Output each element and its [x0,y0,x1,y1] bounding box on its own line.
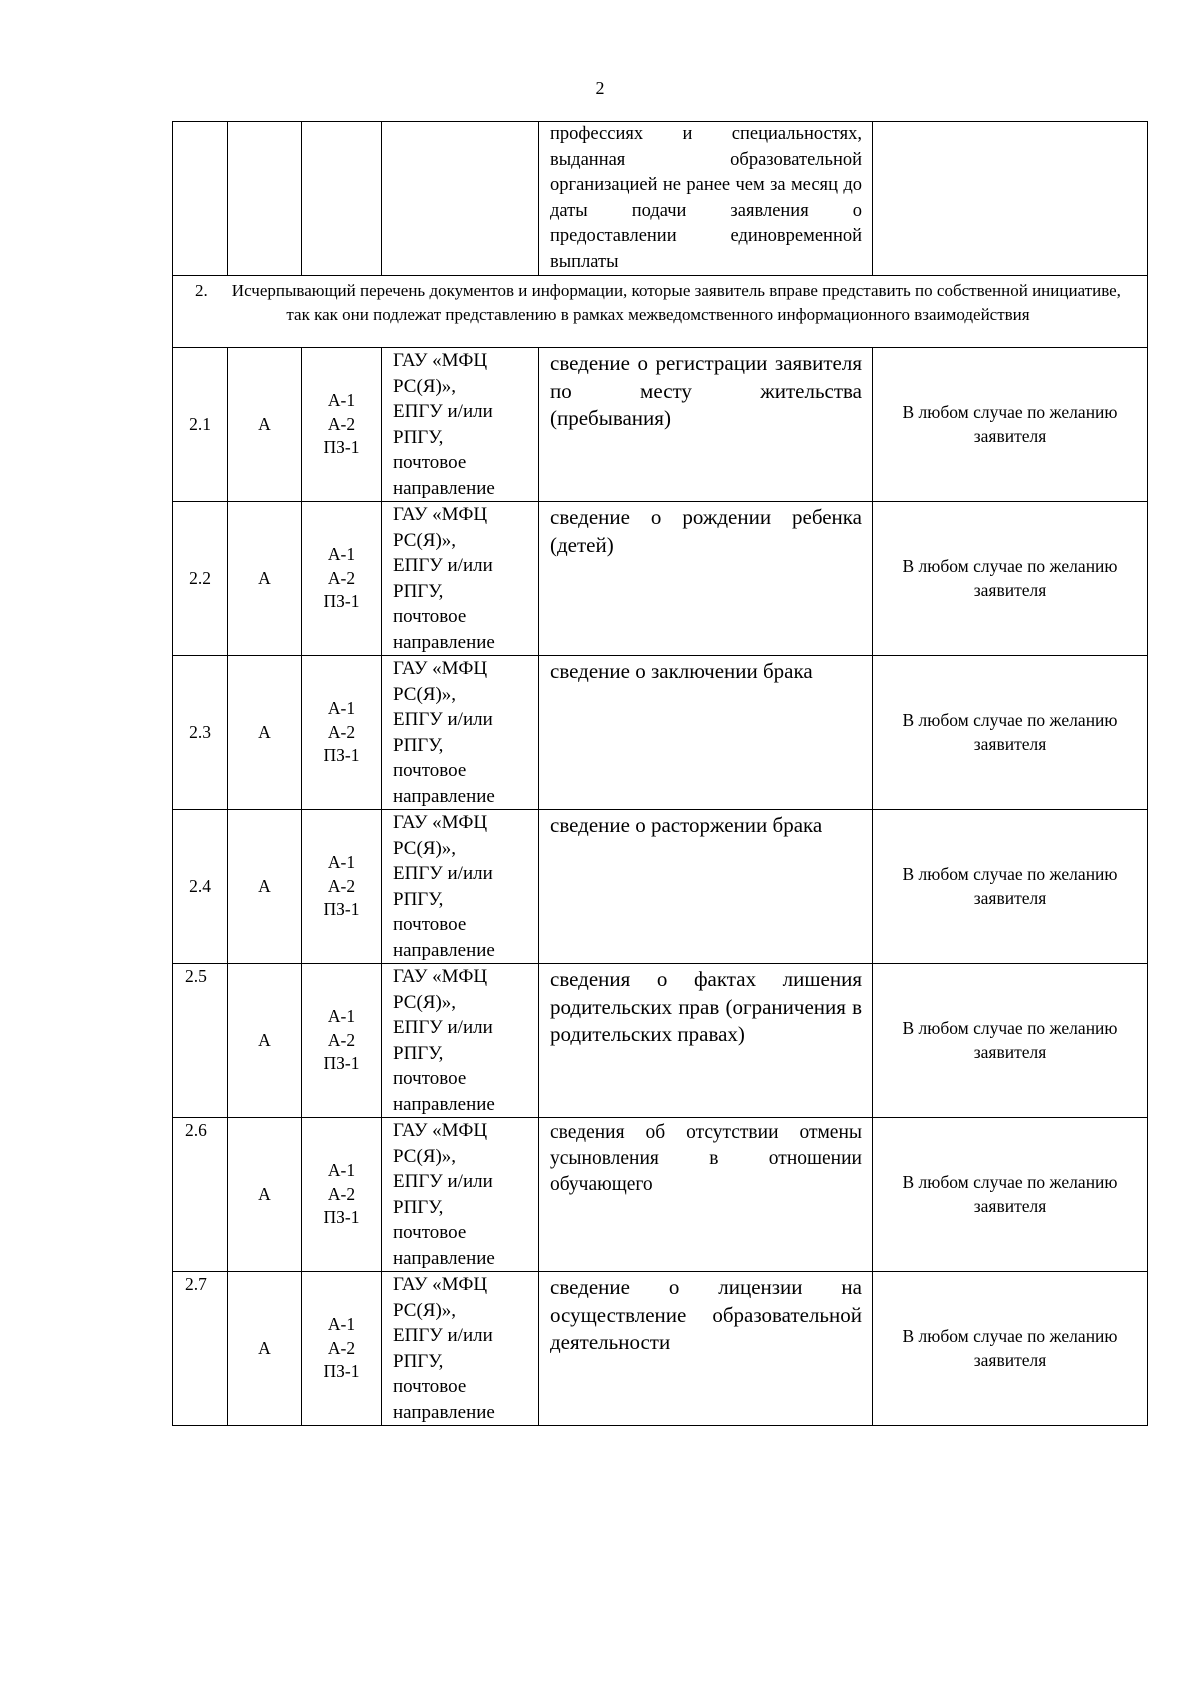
code-line: А-2 [327,721,356,742]
code-line: А-1 [327,390,356,411]
channel-line: РС(Я)», [393,375,457,397]
channel-line: ЕПГУ и/или [393,863,493,884]
code-line: А-2 [327,413,356,434]
empty-cell [382,122,539,276]
row-letter: А [228,502,302,656]
code-line: ПЗ-1 [323,437,360,458]
channel-line: РПГУ, [393,1350,444,1372]
channel-line: ГАУ «МФЦ [393,504,488,525]
channel-line: почтовое [393,1376,467,1397]
code-line: А-2 [327,1183,356,1204]
code-line: ПЗ-1 [323,745,360,766]
empty-cell [173,122,228,276]
channel-line: РС(Я)», [393,683,457,705]
row-condition: В любом случае по желанию заявителя [873,502,1148,656]
row-codes [302,1118,382,1272]
channel-line: почтовое [393,1068,467,1089]
row-channel [382,656,539,810]
row-condition: В любом случае по желанию заявителя [873,1272,1148,1426]
code-line: А-1 [327,1314,356,1335]
empty-cell [302,122,382,276]
code-line: А-1 [327,544,356,565]
channel-line: ГАУ «МФЦ [393,1274,488,1295]
section-heading [173,276,1147,326]
channel-line: направление [393,939,495,961]
channel-line: РС(Я)», [393,1299,457,1321]
empty-cell [228,122,302,276]
channel-line: ЕПГУ и/или [393,709,493,730]
row-number: 2.7 [173,1272,228,1426]
channel-line: РС(Я)», [393,529,457,551]
channel-line: направление [393,1401,495,1423]
channel-line: почтовое [393,452,467,473]
row-document: сведения о фактах лишения родительских прав (ограничения в родительских правах) [539,964,873,1118]
channel-line: почтовое [393,1222,467,1243]
channel-line: направление [393,631,495,653]
channel-line: ЕПГУ и/или [393,1325,493,1346]
row-channel [382,810,539,964]
channel-line: ЕПГУ и/или [393,1017,493,1038]
row-document: сведение о рождении ребенка (детей) [539,502,873,656]
channel-line: почтовое [393,914,467,935]
channel-line: ГАУ «МФЦ [393,1120,488,1141]
code-line: А-2 [327,567,356,588]
channel-line: РПГУ, [393,888,444,910]
channel-line: РПГУ, [393,1196,444,1218]
row-number: 2.4 [173,810,228,964]
channel-line: ГАУ «МФЦ [393,350,488,371]
code-line: А-1 [327,1160,356,1181]
row-number: 2.1 [173,348,228,502]
channel-line: РС(Я)», [393,837,457,859]
row-channel [382,964,539,1118]
section-header-row [173,276,1148,348]
row-condition: В любом случае по желанию заявителя [873,348,1148,502]
row-number: 2.5 [173,964,228,1118]
channel-line: РПГУ, [393,580,444,602]
code-line: ПЗ-1 [323,1361,360,1382]
channel-line: ГАУ «МФЦ [393,812,488,833]
channel-line: направление [393,785,495,807]
row-number: 2.2 [173,502,228,656]
code-line: А-1 [327,698,356,719]
channel-line: РС(Я)», [393,991,457,1013]
row-number: 2.6 [173,1118,228,1272]
table-row [173,348,1148,502]
row-condition: В любом случае по желанию заявителя [873,1118,1148,1272]
continuation-document-cell [539,122,873,276]
row-document: сведения об отсутствии отмены усыновления в отношении обучающего [539,1118,873,1272]
channel-line: РС(Я)», [393,1145,457,1167]
row-letter: А [228,1272,302,1426]
table-row [173,964,1148,1118]
code-line: А-2 [327,1337,356,1358]
row-channel [382,1118,539,1272]
code-line: ПЗ-1 [323,899,360,920]
row-number: 2.3 [173,656,228,810]
code-line: А-1 [327,1006,356,1027]
row-letter: А [228,348,302,502]
documents-table [172,121,1148,1426]
row-document: сведение о регистрации заявителя по месту жительства (пребывания) [539,348,873,502]
table-row [173,810,1148,964]
row-letter: А [228,656,302,810]
channel-line: РПГУ, [393,734,444,756]
table-row [173,1272,1148,1426]
channel-line: РПГУ, [393,426,444,448]
table-row [173,656,1148,810]
channel-line: направление [393,1093,495,1115]
row-codes [302,656,382,810]
row-channel [382,348,539,502]
code-line: А-2 [327,875,356,896]
row-codes [302,348,382,502]
channel-line: почтовое [393,760,467,781]
row-channel [382,1272,539,1426]
channel-line: РПГУ, [393,1042,444,1064]
row-codes [302,810,382,964]
section-title: Исчерпывающий перечень документов и информации, которые заявитель вправе представить по собственной инициативе, так как они подлежат представлению в рамках межведомственного информационного взаимодействия [231,281,1121,324]
row-condition: В любом случае по желанию заявителя [873,964,1148,1118]
page-number: 2 [595,78,605,98]
code-line: А-1 [327,852,356,873]
channel-line: ГАУ «МФЦ [393,658,488,679]
continuation-text: профессиях и специальностях, выданная образовательной организацией не ранее чем за месяц до даты подачи заявления о предоставлении единовременной выплаты [550,124,862,272]
code-line: ПЗ-1 [323,591,360,612]
row-codes [302,964,382,1118]
channel-line: направление [393,477,495,499]
row-codes [302,502,382,656]
row-condition: В любом случае по желанию заявителя [873,810,1148,964]
empty-cell [873,122,1148,276]
table-row [173,1118,1148,1272]
row-codes [302,1272,382,1426]
row-document: сведение о расторжении брака [539,810,873,964]
channel-line: почтовое [393,606,467,627]
row-letter: А [228,1118,302,1272]
row-condition: В любом случае по желанию заявителя [873,656,1148,810]
row-document: сведение о лицензии на осуществление образовательной деятельности [539,1272,873,1426]
row-letter: А [228,810,302,964]
code-line: ПЗ-1 [323,1207,360,1228]
channel-line: ЕПГУ и/или [393,401,493,422]
channel-line: направление [393,1247,495,1269]
continuation-row [173,122,1148,276]
channel-line: ЕПГУ и/или [393,555,493,576]
table-row [173,502,1148,656]
row-document: сведение о заключении брака [539,656,873,810]
section-number: 2. [195,281,208,300]
code-line: ПЗ-1 [323,1053,360,1074]
section-header-cell [173,276,1148,348]
channel-line: ГАУ «МФЦ [393,966,488,987]
row-channel [382,502,539,656]
row-letter: А [228,964,302,1118]
channel-line: ЕПГУ и/или [393,1171,493,1192]
code-line: А-2 [327,1029,356,1050]
